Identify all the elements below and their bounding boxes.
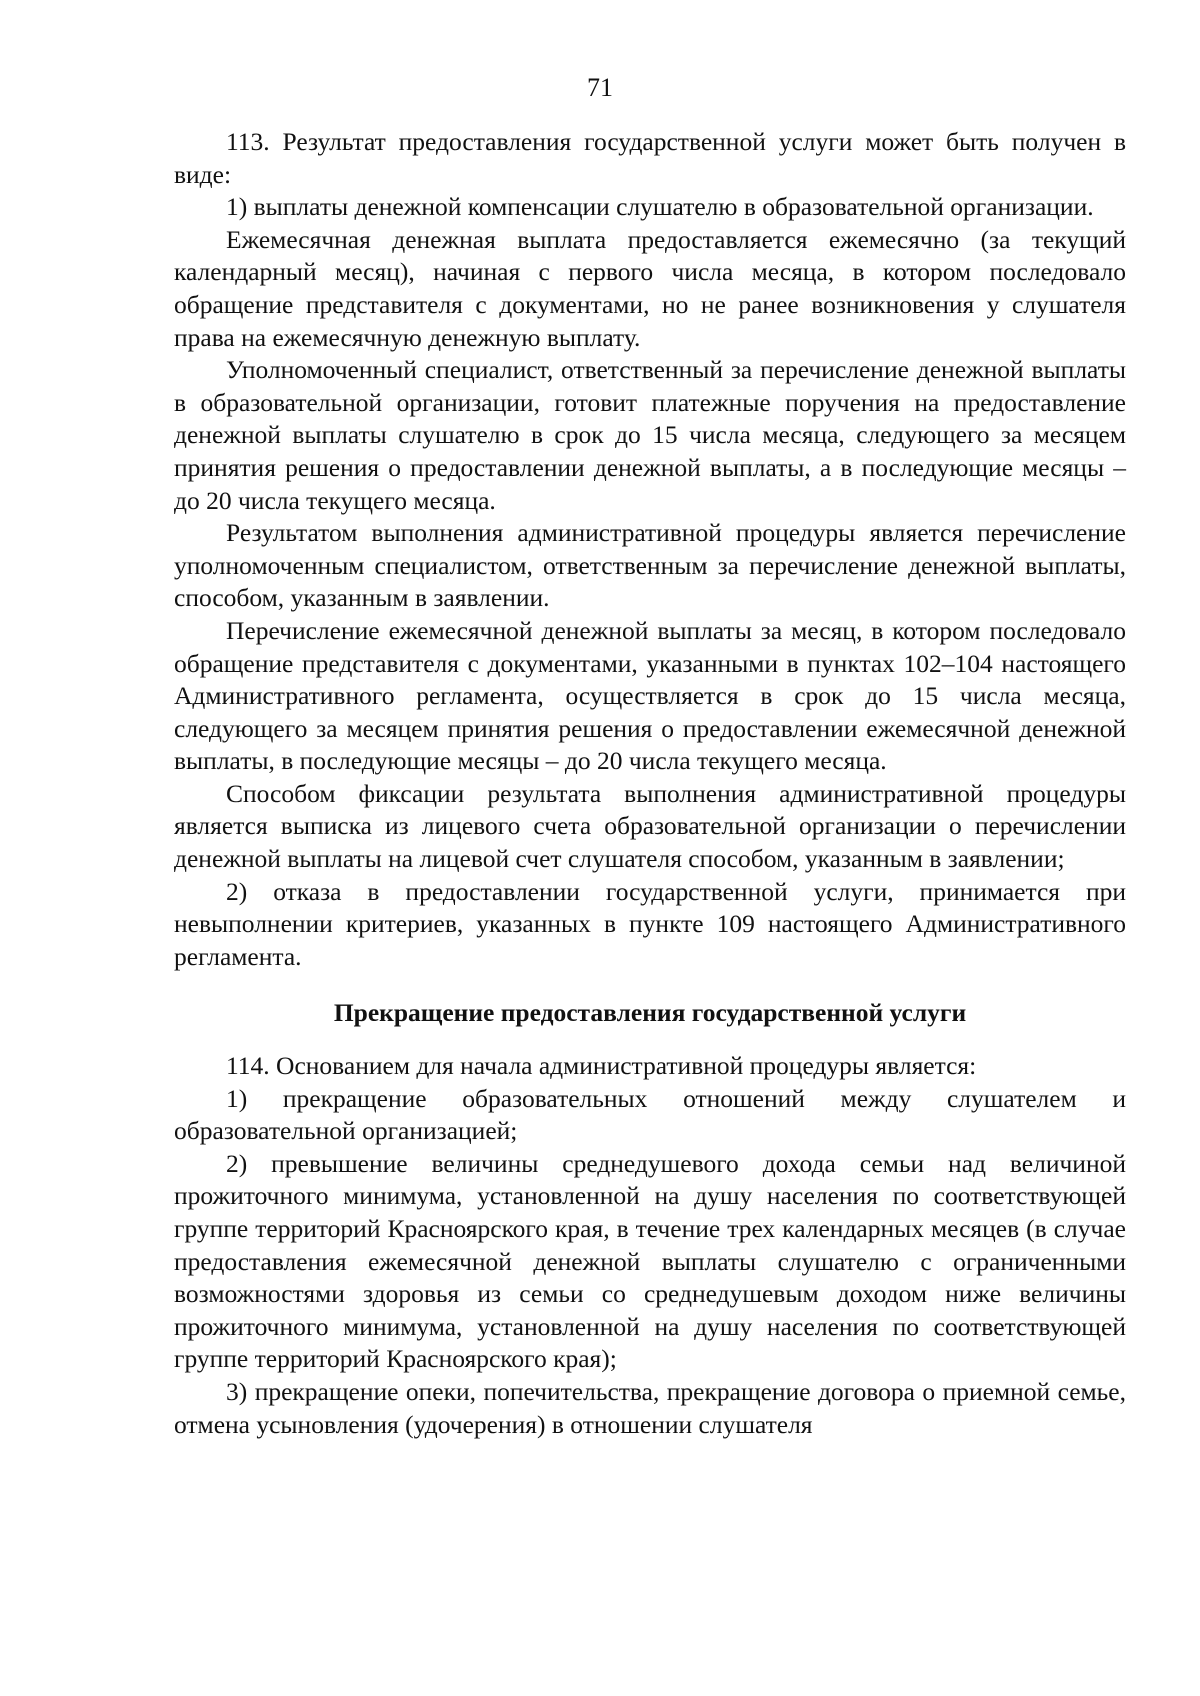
paragraph: 2) превышение величины среднедушевого дохода семьи над величиной прожиточного минимума, установленной на душу населения по соответствующей группе территорий Красноярского края, в течение трех календарных месяцев (в случае предоставления ежемесячной денежной выплаты слушателю с ограниченными возможностями здоровья из семьи со среднедушевым доходом ниже величины прожиточного минимума, установленной на душу населения по соответствующей группе территорий Красноярского края); [174,1148,1126,1374]
section-heading: Прекращение предоставления государственной услуги [333,998,967,1028]
paragraph: Результатом выполнения административной процедуры является перечисление уполномоченным специалистом, ответственным за перечисление денежной выплаты, способом, указанным в заявлении. [174,518,1126,613]
paragraph: 1) прекращение образовательных отношений между слушателем и образовательной организацией; [174,1083,1126,1146]
paragraph: 114. Основанием для начала административной процедуры является: [226,1051,977,1081]
paragraph: 1) выплаты денежной компенсации слушателю в образовательной организации. [226,192,1094,222]
paragraph: 3) прекращение опеки, попечительства, прекращение договора о приемной семье, отмена усыновления (удочерения) в отношении слушателя [174,1376,1126,1439]
paragraph: Способом фиксации результата выполнения административной процедуры является выписка из лицевого счета образовательной организации о перечислении денежной выплаты на лицевой счет слушателя способом, указанным в заявлении; [174,778,1126,874]
paragraph: 113. Результат предоставления государственной услуги может быть получен в виде: [174,127,1126,189]
paragraph: 2) отказа в предоставлении государственной услуги, принимается при невыполнении критериев, указанных в пункте 109 настоящего Административного регламента. [174,876,1126,971]
paragraph: Уполномоченный специалист, ответственный за перечисление денежной выплаты в образовательной организации, готовит платежные поручения на предоставление денежной выплаты слушателю в срок до 15 числа месяца, следующего за месяцем принятия решения о предоставлении денежной выплаты, а в последующие месяцы – до 20 числа текущего месяца. [174,355,1126,515]
paragraph: Перечисление ежемесячной денежной выплаты за месяц, в котором последовало обращение представителя с документами, указанными в пунктах 102–104 настоящего Административного регламента, осуществляется в срок до 15 числа месяца, следующего за месяцем принятия решения о предоставлении ежемесячной денежной выплаты, в последующие месяцы – до 20 числа текущего месяца. [174,615,1126,776]
paragraph: Ежемесячная денежная выплата предоставляется ежемесячно (за текущий календарный месяц), начиная с первого числа месяца, в котором последовало обращение представителя с документами, но не ранее возникновения у слушателя права на ежемесячную денежную выплату. [174,224,1126,352]
document-body [174,126,1126,1441]
page-number: 71 [587,73,613,102]
